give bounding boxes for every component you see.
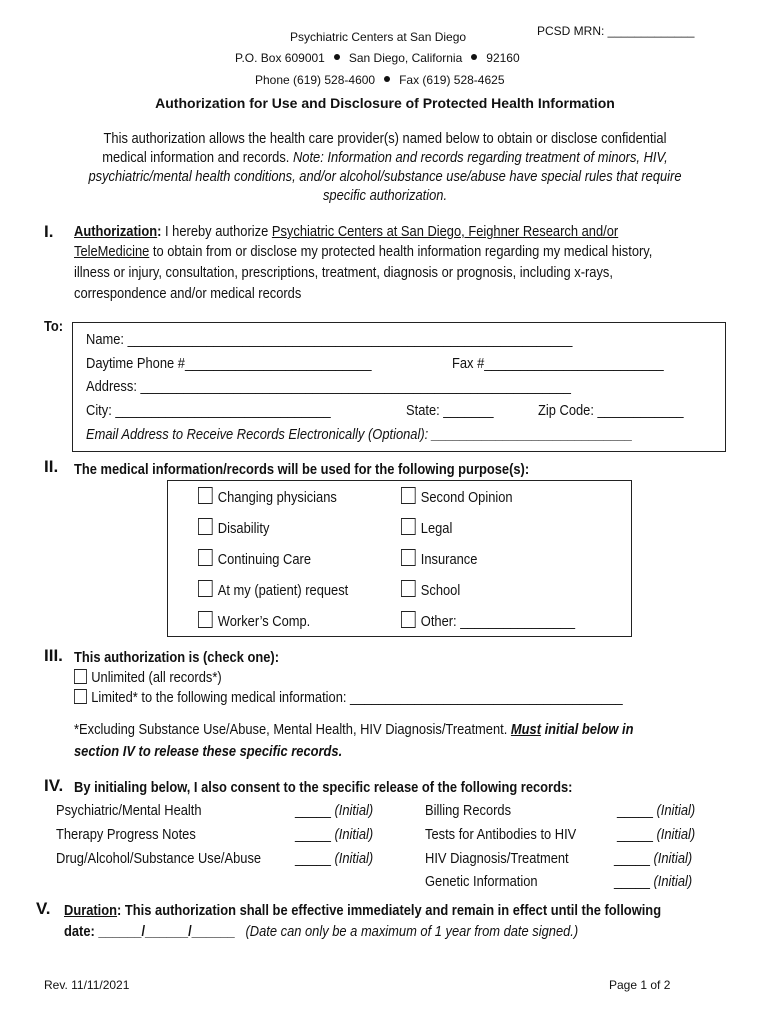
duration-date-field[interactable]: date: ______/______/______: [64, 923, 235, 940]
zip: 92160: [486, 51, 520, 65]
bullet-icon: [384, 76, 390, 82]
initial-therapy-notes[interactable]: _____ (Initial): [295, 826, 374, 843]
section-1-line-1: Authorization: I hereby authorize Psychiatric Centers at San Diego, Feighner Research and/or: [74, 223, 619, 240]
section-1-line-4: correspondence and/or medical records: [74, 285, 302, 302]
checkbox-icon[interactable]: [74, 669, 87, 684]
purpose-changing-physicians[interactable]: Changing physicians: [198, 487, 337, 508]
section-4-numeral: IV.: [44, 776, 64, 795]
checkbox-icon[interactable]: [401, 549, 416, 566]
intro-line-2: medical information and records. Note: Information and records regarding treatment of minors, HIV,: [102, 149, 668, 166]
city-state: San Diego, California: [348, 51, 463, 65]
purpose-second-opinion[interactable]: Second Opinion: [401, 487, 513, 508]
purpose-legal[interactable]: Legal: [401, 518, 452, 539]
org-name: Psychiatric Centers at San Diego: [290, 30, 467, 44]
record-substance-use: Drug/Alcohol/Substance Use/Abuse: [56, 850, 262, 867]
intro-line-4: specific authorization.: [322, 187, 448, 204]
option-limited[interactable]: Limited* to the following medical information: ______________________________________: [74, 688, 623, 708]
recipient-email-field[interactable]: Email Address to Receive Records Electronically (Optional): ____________________________: [86, 426, 633, 443]
checkbox-icon[interactable]: [401, 518, 416, 535]
recipient-name-field[interactable]: Name: ______________________________________________________________: [86, 331, 573, 348]
purpose-patient-request[interactable]: At my (patient) request: [198, 580, 348, 601]
initial-substance-use[interactable]: _____ (Initial): [295, 850, 374, 867]
section-2-numeral: II.: [44, 457, 59, 476]
section-1-line-3: illness or injury, consultation, prescriptions, treatment, diagnosis or prognosis, including x-rays,: [74, 264, 613, 281]
checkbox-icon[interactable]: [401, 611, 416, 628]
section-3-note-line-2: section IV to release these specific records.: [74, 743, 343, 760]
checkbox-icon[interactable]: [198, 611, 213, 628]
record-hiv-diagnosis: HIV Diagnosis/Treatment: [425, 850, 569, 867]
form-title: Authorization for Use and Disclosure of Protected Health Information: [155, 95, 615, 111]
purpose-disability[interactable]: Disability: [198, 518, 269, 539]
bullet-icon: [471, 54, 477, 60]
section-3-heading: This authorization is (check one):: [74, 649, 279, 666]
mrn-field[interactable]: PCSD MRN: _____________: [537, 24, 695, 38]
section-3-numeral: III.: [44, 646, 63, 665]
purpose-workers-comp[interactable]: Worker’s Comp.: [198, 611, 310, 632]
record-psychiatric: Psychiatric/Mental Health: [56, 802, 202, 819]
initial-genetic[interactable]: _____ (Initial): [614, 873, 693, 890]
section-5-line-2: date: ______/______/______ (Date can only be a maximum of 1 year from date signed.): [64, 923, 579, 940]
record-genetic: Genetic Information: [425, 873, 538, 890]
page-number: Page 1 of 2: [609, 978, 671, 992]
fax: Fax (619) 528-4625: [399, 73, 505, 87]
revision-date: Rev. 11/11/2021: [44, 978, 130, 992]
contact-line: [255, 73, 505, 87]
section-2-heading: The medical information/records will be used for the following purpose(s):: [74, 461, 530, 478]
recipient-city-field[interactable]: City: ______________________________: [86, 402, 331, 419]
section-5-line-1: Duration: This authorization shall be effective immediately and remain in effect until the following: [64, 902, 662, 919]
recipient-fax-field[interactable]: Fax #_________________________: [452, 355, 664, 372]
initial-hiv-antibodies[interactable]: _____ (Initial): [617, 826, 696, 843]
checkbox-icon[interactable]: [401, 580, 416, 597]
to-label: To:: [44, 318, 64, 335]
recipient-state-field[interactable]: State: _______: [406, 402, 494, 419]
po-box: P.O. Box 609001: [235, 51, 325, 65]
section-1-line-2: TeleMedicine to obtain from or disclose my protected health information regarding my medical history,: [74, 243, 653, 260]
record-billing: Billing Records: [425, 802, 512, 819]
checkbox-icon[interactable]: [74, 689, 87, 704]
initial-billing[interactable]: _____ (Initial): [617, 802, 696, 819]
section-1-numeral: I.: [44, 222, 54, 241]
section-4-heading: By initialing below, I also consent to the specific release of the following records:: [74, 779, 573, 796]
record-hiv-antibodies: Tests for Antibodies to HIV: [425, 826, 577, 843]
record-therapy-notes: Therapy Progress Notes: [56, 826, 196, 843]
intro-line-1: This authorization allows the health care provider(s) named below to obtain or disclose confidential: [103, 130, 667, 147]
option-unlimited[interactable]: Unlimited (all records*): [74, 668, 222, 688]
phone: Phone (619) 528-4600: [255, 73, 376, 87]
purpose-school[interactable]: School: [401, 580, 460, 601]
initial-hiv-diagnosis[interactable]: _____ (Initial): [614, 850, 693, 867]
purpose-insurance[interactable]: Insurance: [401, 549, 477, 570]
intro-line-3: psychiatric/mental health conditions, and/or alcohol/substance use/abuse have special rules that require: [88, 168, 682, 185]
recipient-phone-field[interactable]: Daytime Phone #__________________________: [86, 355, 372, 372]
section-5-numeral: V.: [36, 899, 51, 918]
checkbox-icon[interactable]: [198, 487, 213, 504]
checkbox-icon[interactable]: [198, 518, 213, 535]
checkbox-icon[interactable]: [198, 549, 213, 566]
address-line: [235, 51, 520, 65]
recipient-address-field[interactable]: Address: ____________________________________________________________: [86, 378, 571, 395]
checkbox-icon[interactable]: [198, 580, 213, 597]
section-3-note-line-1: *Excluding Substance Use/Abuse, Mental Health, HIV Diagnosis/Treatment. Must initial below in: [74, 721, 634, 738]
bullet-icon: [334, 54, 340, 60]
purpose-continuing-care[interactable]: Continuing Care: [198, 549, 311, 570]
checkbox-icon[interactable]: [401, 487, 416, 504]
initial-psychiatric[interactable]: _____ (Initial): [295, 802, 374, 819]
recipient-zip-field[interactable]: Zip Code: ____________: [538, 402, 684, 419]
purpose-other[interactable]: Other: ________________: [401, 611, 575, 632]
